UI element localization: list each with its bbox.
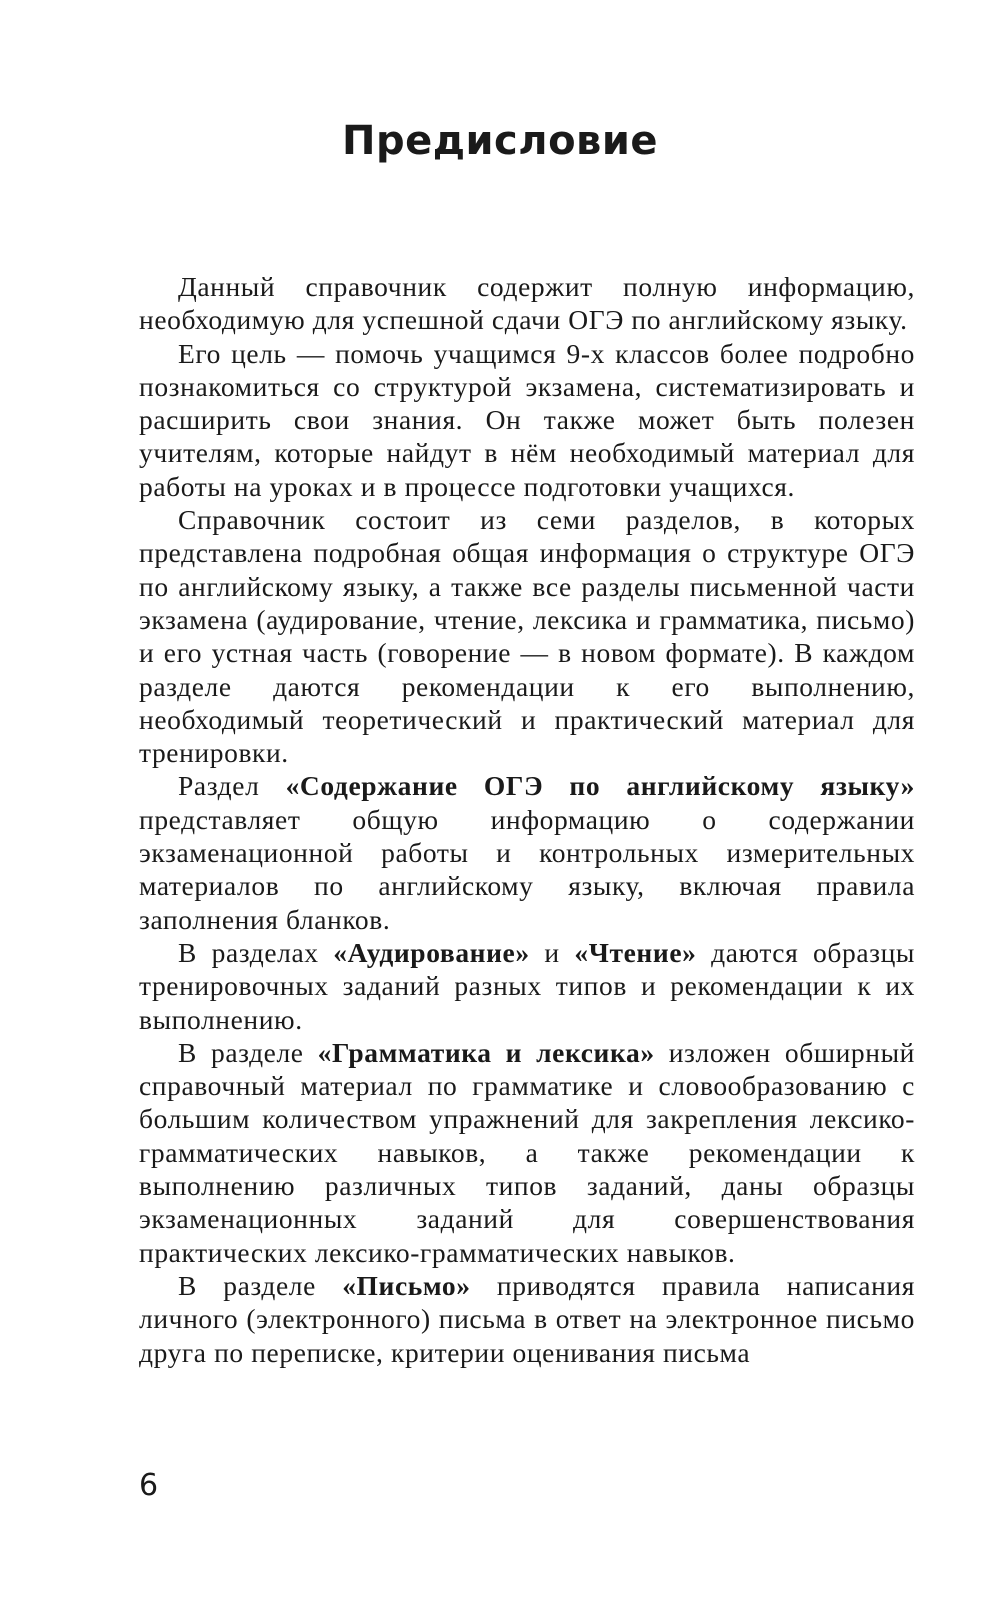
paragraph-section-grammar — [139, 1036, 915, 1269]
paragraph-purpose — [139, 337, 915, 503]
paragraph-reading-rest: даются образцы тренировочных заданий разных типов и рекомендации к их выполнению. — [139, 936, 915, 1035]
paragraph-grammar-lead: В разделе — [178, 1036, 318, 1068]
section-title-reading: «Чтение» — [574, 936, 697, 968]
paragraph-purpose-text: Его цель — помочь учащимся 9-х классов более подробно познакомиться со структурой экзамена, систематизировать и расширить свои знания. Он также может быть полезен учителям, которые найдут в нём необходимый материал для работы на уроках и в процессе подготовки учащихся. — [139, 337, 915, 502]
paragraph-listening-lead: В разделах — [178, 936, 334, 968]
paragraph-section-content-rest: представляет общую информацию о содержании экзаменационной работы и контрольных измерительных материалов по английскому языку, включая правила заполнения бланков. — [139, 803, 915, 935]
paragraph-writing-rest: приводятся правила написания личного (электронного) письма в ответ на электронное письмо друга по переписке, критерии оценивания письма — [139, 1269, 915, 1368]
paragraph-structure — [139, 503, 915, 769]
section-title-grammar: «Грамматика и лексика» — [317, 1036, 655, 1068]
page-title: Предисловие — [341, 118, 659, 164]
paragraph-grammar-rest: изложен обширный справочный материал по грамматике и словообразованию с большим количеством упражнений для закрепления лексико-грамматических навыков, а также рекомендации к выполнению различных типов заданий, даны образцы экзаменационных заданий для совершенствования практических лексико-грамматических навыков. — [139, 1036, 915, 1268]
section-title-listening: «Аудирование» — [333, 936, 530, 968]
paragraph-listening-connector: и — [529, 936, 575, 968]
section-title-content: «Содержание ОГЭ по английскому языку» — [285, 770, 915, 802]
paragraph-structure-text: Справочник состоит из семи разделов, в которых представлена подробная общая информация о структуре ОГЭ по английскому языку, а также все разделы письменной части экзамена (аудирование, чтение, лексика и грамматика, письмо) и его устная часть (говорение — в новом формате). В каждом разделе даются рекомендации к его выполнению, необходимый теоретический и практический материал для тренировки. — [139, 504, 915, 769]
paragraph-section-content-lead: Раздел — [178, 770, 286, 802]
page-number: 6 — [139, 1468, 159, 1503]
body-text — [139, 270, 915, 1369]
paragraph-intro-text: Данный справочник содержит полную информацию, необходимую для успешной сдачи ОГЭ по английскому языку. — [139, 271, 915, 336]
paragraph-intro — [139, 270, 915, 337]
paragraph-section-listening-reading — [139, 936, 915, 1036]
paragraph-section-content — [139, 769, 915, 935]
section-title-writing: «Письмо» — [342, 1269, 471, 1301]
paragraph-writing-lead: В разделе — [178, 1269, 343, 1301]
paragraph-section-writing — [139, 1269, 915, 1369]
